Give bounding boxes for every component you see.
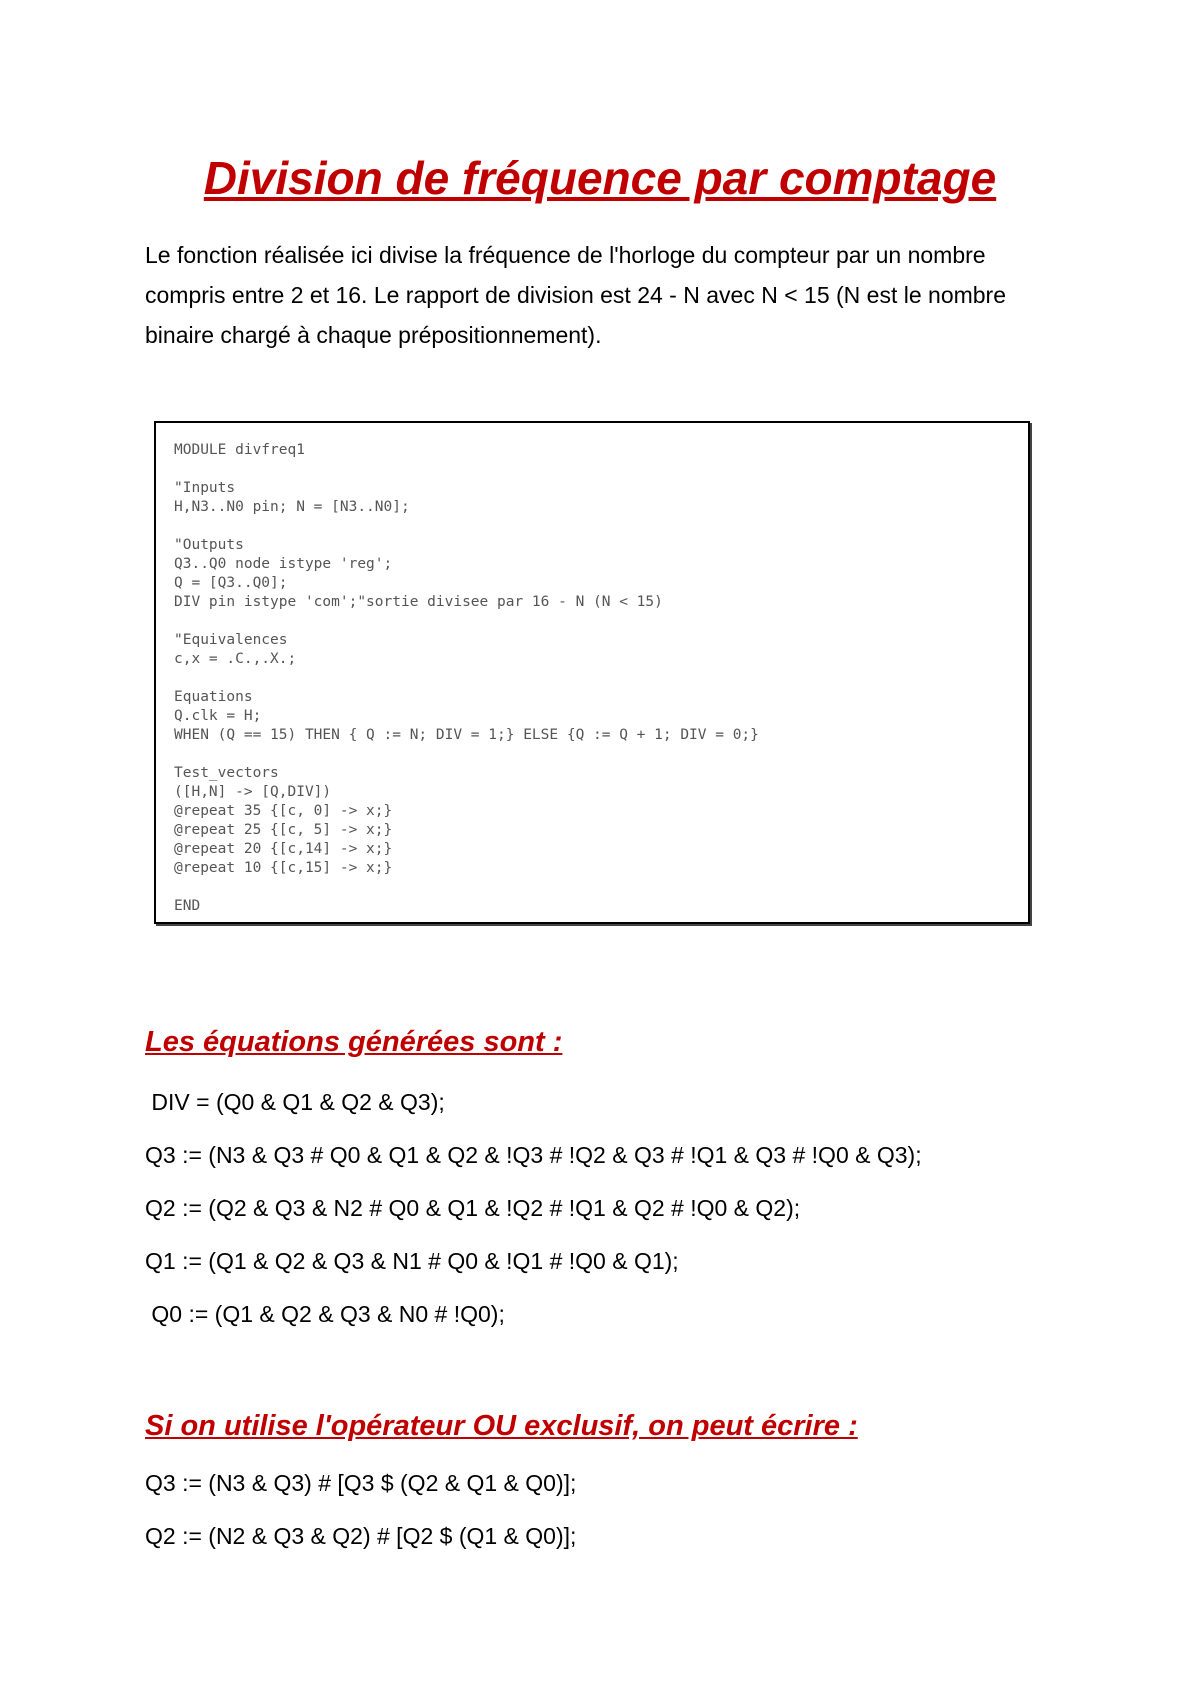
code-line: @repeat 35 {[c, 0] -> x;}: [174, 803, 393, 819]
equation-q1: Q1 := (Q1 & Q2 & Q3 & N1 # Q0 & !Q1 # !Q0 & Q1);: [145, 1248, 679, 1274]
code-line: c,x = .C.,.X.;: [174, 651, 297, 667]
equation-q2: Q2 := (Q2 & Q3 & N2 # Q0 & Q1 & !Q2 # !Q1 & Q2 # !Q0 & Q2);: [145, 1195, 801, 1221]
code-line: H,N3..N0 pin; N = [N3..N0];: [174, 499, 410, 515]
code-line-blank: [174, 669, 1010, 688]
code-line: WHEN (Q == 15) THEN { Q := N; DIV = 1;} ELSE {Q := Q + 1; DIV = 0;}: [174, 727, 759, 743]
xor-equation-q3: Q3 := (N3 & Q3) # [Q3 $ (Q2 & Q1 & Q0)];: [145, 1470, 577, 1496]
code-line: MODULE divfreq1: [174, 442, 305, 458]
code-line-blank: [174, 878, 1010, 897]
code-line: @repeat 20 {[c,14] -> x;}: [174, 841, 393, 857]
code-line: END: [174, 898, 201, 914]
code-line: @repeat 10 {[c,15] -> x;}: [174, 860, 393, 876]
intro-paragraph: Le fonction réalisée ici divise la fréquence de l'horloge du compteur par un nombre compris entre 2 et 16. Le rapport de division est 24 - N avec N < 15 (N est le nombre binaire chargé à chaque prépositionnement).: [145, 242, 1007, 348]
code-line-blank: [174, 517, 1010, 536]
code-line: Q3..Q0 node istype 'reg';: [174, 556, 393, 572]
code-line-blank: [174, 460, 1010, 479]
generated-equations-heading: Les équations générées sont :: [145, 1026, 563, 1058]
xor-equations-heading: Si on utilise l'opérateur OU exclusif, on peut écrire :: [145, 1410, 858, 1442]
code-line: "Outputs: [174, 537, 244, 553]
code-line: "Inputs: [174, 480, 236, 496]
page-title: Division de fréquence par comptage: [203, 152, 997, 204]
code-line: Test_vectors: [174, 765, 279, 781]
code-line: @repeat 25 {[c, 5] -> x;}: [174, 822, 393, 838]
code-listing-box: [154, 421, 1030, 924]
equation-q0: Q0 := (Q1 & Q2 & Q3 & N0 # !Q0);: [145, 1301, 505, 1327]
equation-div: DIV = (Q0 & Q1 & Q2 & Q3);: [145, 1089, 445, 1115]
code-line: "Equivalences: [174, 632, 288, 648]
code-line: Equations: [174, 689, 253, 705]
code-line: Q = [Q3..Q0];: [174, 575, 288, 591]
code-line: Q.clk = H;: [174, 708, 262, 724]
code-line-blank: [174, 612, 1010, 631]
code-line: DIV pin istype 'com';"sortie divisee par 16 - N (N < 15): [174, 594, 663, 610]
code-line-blank: [174, 745, 1010, 764]
code-line: ([H,N] -> [Q,DIV]): [174, 784, 332, 800]
equation-q3: Q3 := (N3 & Q3 # Q0 & Q1 & Q2 & !Q3 # !Q2 & Q3 # !Q1 & Q3 # !Q0 & Q3);: [145, 1142, 922, 1168]
xor-equation-q2: Q2 := (N2 & Q3 & Q2) # [Q2 $ (Q1 & Q0)];: [145, 1523, 577, 1549]
